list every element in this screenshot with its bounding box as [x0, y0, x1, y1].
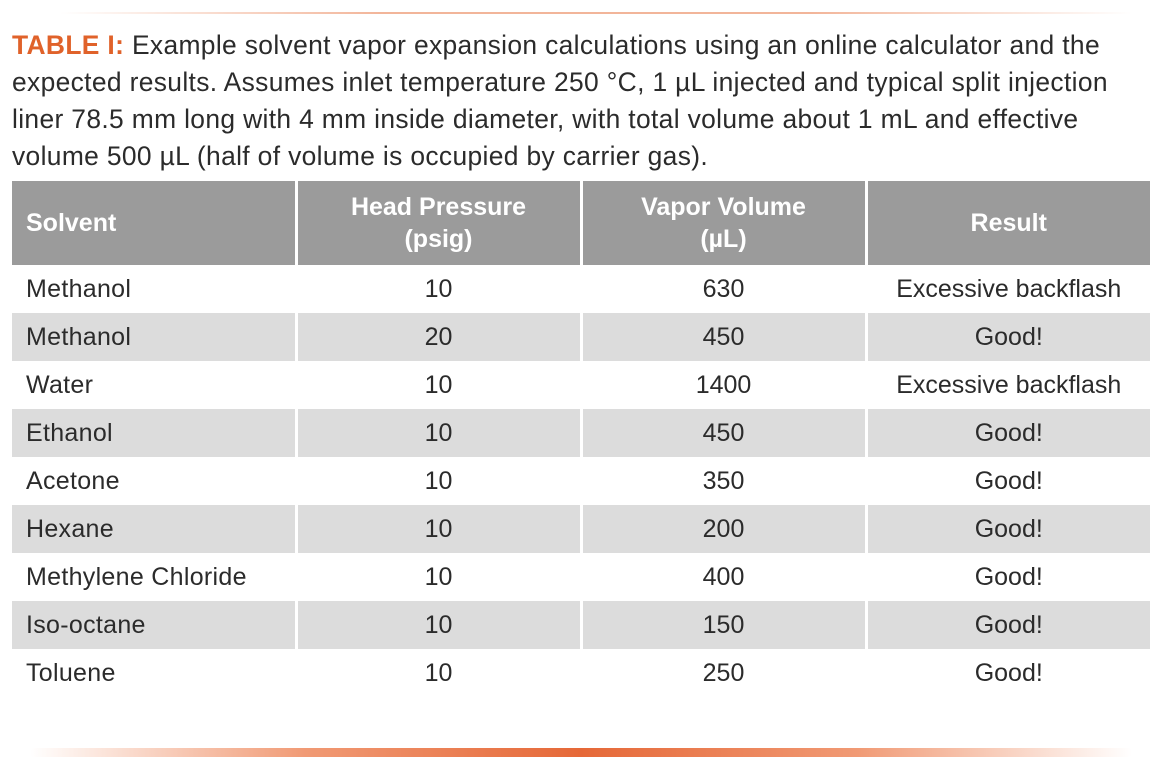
cell-result: Good!: [866, 553, 1150, 601]
cell-result: Excessive backflash: [866, 361, 1150, 409]
table-row: [12, 361, 1150, 409]
table-row: [12, 553, 1150, 601]
cell-result: Good!: [866, 409, 1150, 457]
cell-pressure: 10: [296, 361, 581, 409]
header-head-pressure-line2: (psig): [404, 225, 473, 253]
solvent-expansion-table: [12, 181, 1150, 697]
cell-solvent: Methylene Chloride: [12, 553, 296, 601]
cell-volume: 250: [581, 649, 866, 697]
table-caption: [12, 27, 1157, 175]
caption-text: Example solvent vapor expansion calculations using an online calculator and the expected results. Assumes inlet temperature 250 °C, 1 µL injected and typical split injection liner 78.5 mm long with 4 mm inside diameter, with total volume about 1 mL and effective volume 500 µL (half of volume is occupied by carrier gas).: [12, 30, 1108, 171]
cell-solvent: Toluene: [12, 649, 296, 697]
cell-volume: 630: [581, 265, 866, 313]
cell-result: Good!: [866, 313, 1150, 361]
cell-pressure: 10: [296, 601, 581, 649]
header-head-pressure: [296, 181, 581, 265]
table-row: [12, 505, 1150, 553]
cell-pressure: 10: [296, 265, 581, 313]
table-row: [12, 601, 1150, 649]
cell-result: Excessive backflash: [866, 265, 1150, 313]
table-row: [12, 649, 1150, 697]
cell-volume: 350: [581, 457, 866, 505]
header-vapor-volume-line2: (µL): [700, 225, 747, 253]
cell-pressure: 10: [296, 505, 581, 553]
cell-volume: 450: [581, 409, 866, 457]
cell-pressure: 10: [296, 409, 581, 457]
cell-volume: 200: [581, 505, 866, 553]
header-vapor-volume: [581, 181, 866, 265]
cell-volume: 450: [581, 313, 866, 361]
cell-volume: 400: [581, 553, 866, 601]
cell-volume: 150: [581, 601, 866, 649]
top-decorative-rule: [60, 12, 1132, 14]
cell-volume: 1400: [581, 361, 866, 409]
cell-pressure: 10: [296, 457, 581, 505]
header-result: Result: [866, 181, 1150, 265]
header-head-pressure-line1: Head Pressure: [350, 193, 527, 221]
bottom-decorative-rule: [30, 748, 1132, 757]
cell-solvent: Water: [12, 361, 296, 409]
table-row: [12, 265, 1150, 313]
cell-result: Good!: [866, 505, 1150, 553]
header-vapor-volume-line1: Vapor Volume: [641, 193, 806, 221]
cell-solvent: Methanol: [12, 265, 296, 313]
cell-solvent: Methanol: [12, 313, 296, 361]
table-row: [12, 313, 1150, 361]
cell-solvent: Acetone: [12, 457, 296, 505]
cell-solvent: Hexane: [12, 505, 296, 553]
table-row: [12, 457, 1150, 505]
cell-result: Good!: [866, 457, 1150, 505]
cell-pressure: 10: [296, 553, 581, 601]
table-header-row: [12, 181, 1150, 265]
cell-solvent: Iso-octane: [12, 601, 296, 649]
caption-label: TABLE I:: [12, 30, 125, 60]
cell-result: Good!: [866, 601, 1150, 649]
cell-result: Good!: [866, 649, 1150, 697]
table-row: [12, 409, 1150, 457]
header-solvent: Solvent: [12, 181, 296, 265]
cell-solvent: Ethanol: [12, 409, 296, 457]
cell-pressure: 10: [296, 649, 581, 697]
cell-pressure: 20: [296, 313, 581, 361]
